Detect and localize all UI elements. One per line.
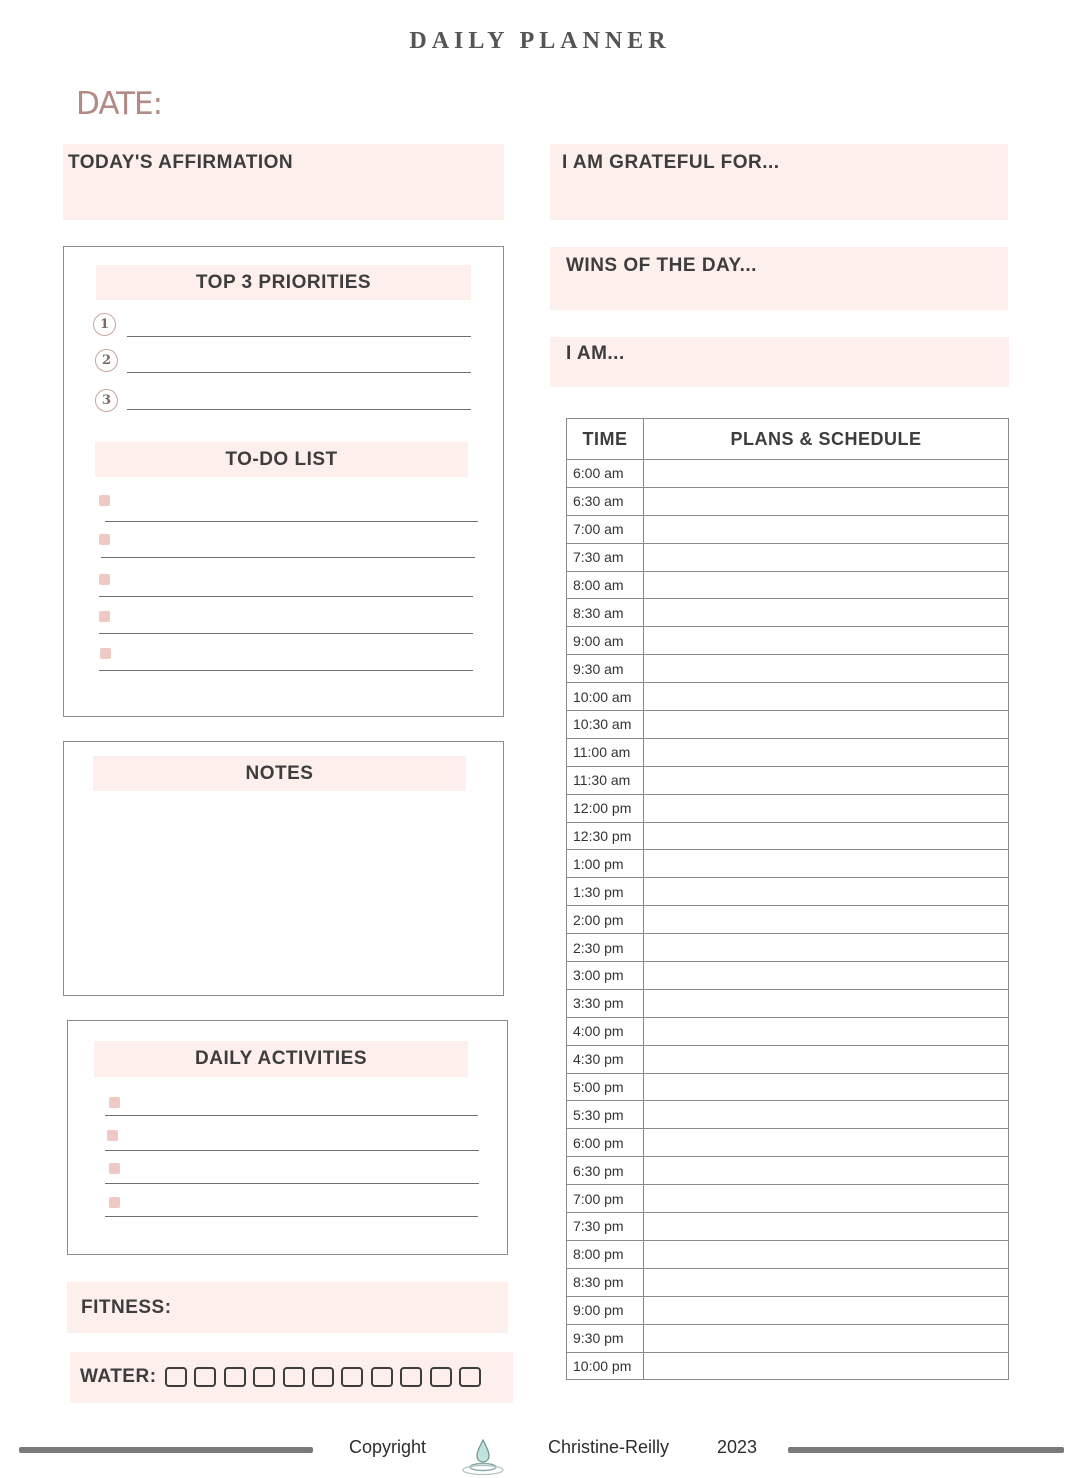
schedule-time: 2:30 pm	[567, 934, 644, 962]
activity-checkbox[interactable]	[109, 1097, 120, 1108]
schedule-plan-cell[interactable]	[644, 460, 1009, 488]
schedule-time: 7:30 pm	[567, 1213, 644, 1241]
schedule-row	[567, 794, 1009, 822]
schedule-plan-cell[interactable]	[644, 711, 1009, 739]
schedule-row	[567, 1324, 1009, 1352]
schedule-time: 5:00 pm	[567, 1073, 644, 1101]
schedule-row	[567, 906, 1009, 934]
todo-checkbox[interactable]	[100, 648, 111, 659]
schedule-time: 10:00 pm	[567, 1352, 644, 1380]
schedule-time: 9:30 am	[567, 655, 644, 683]
activity-checkbox[interactable]	[107, 1130, 118, 1141]
affirmation-field[interactable]	[63, 144, 504, 220]
schedule-time: 4:00 pm	[567, 1017, 644, 1045]
schedule-time: 8:30 pm	[567, 1268, 644, 1296]
water-glass-checkbox[interactable]	[224, 1367, 246, 1387]
todo-checkbox[interactable]	[99, 611, 110, 622]
schedule-row	[567, 543, 1009, 571]
todo-checkbox[interactable]	[99, 495, 110, 506]
schedule-plan-cell[interactable]	[644, 738, 1009, 766]
schedule-plan-cell[interactable]	[644, 822, 1009, 850]
schedule-time: 2:00 pm	[567, 906, 644, 934]
schedule-time: 11:00 am	[567, 738, 644, 766]
schedule-plan-cell[interactable]	[644, 1296, 1009, 1324]
schedule-time: 11:30 am	[567, 766, 644, 794]
schedule-time: 1:30 pm	[567, 878, 644, 906]
schedule-time: 8:30 am	[567, 599, 644, 627]
schedule-row	[567, 487, 1009, 515]
schedule-row	[567, 571, 1009, 599]
activity-line[interactable]	[105, 1216, 478, 1217]
activity-line[interactable]	[105, 1183, 479, 1184]
schedule-time: 7:00 am	[567, 515, 644, 543]
schedule-plan-cell[interactable]	[644, 934, 1009, 962]
wins-field[interactable]	[550, 247, 1008, 310]
water-tracker	[70, 1352, 513, 1403]
schedule-plan-cell[interactable]	[644, 1129, 1009, 1157]
schedule-plan-cell[interactable]	[644, 794, 1009, 822]
schedule-time: 9:30 pm	[567, 1324, 644, 1352]
schedule-time: 1:00 pm	[567, 850, 644, 878]
priority-line-3[interactable]	[127, 409, 471, 410]
schedule-plan-cell[interactable]	[644, 1240, 1009, 1268]
schedule-plan-cell[interactable]	[644, 766, 1009, 794]
schedule-plan-cell[interactable]	[644, 1324, 1009, 1352]
schedule-row	[567, 655, 1009, 683]
water-glass-checkbox[interactable]	[253, 1367, 275, 1387]
schedule-row	[567, 1352, 1009, 1380]
schedule-row	[567, 1101, 1009, 1129]
schedule-plan-cell[interactable]	[644, 1157, 1009, 1185]
water-glass-checkbox[interactable]	[312, 1367, 334, 1387]
schedule-row	[567, 1296, 1009, 1324]
schedule-row	[567, 1045, 1009, 1073]
schedule-row	[567, 1185, 1009, 1213]
schedule-plan-cell[interactable]	[644, 878, 1009, 906]
schedule-row	[567, 1073, 1009, 1101]
schedule-row	[567, 1240, 1009, 1268]
schedule-time: 7:30 am	[567, 543, 644, 571]
todo-line[interactable]	[99, 596, 473, 597]
schedule-time: 5:30 pm	[567, 1101, 644, 1129]
water-glass-checkbox[interactable]	[283, 1367, 305, 1387]
schedule-plan-cell[interactable]	[644, 655, 1009, 683]
schedule-plan-cell[interactable]	[644, 599, 1009, 627]
schedule-time: 6:30 pm	[567, 1157, 644, 1185]
footer-divider-left	[19, 1447, 313, 1453]
schedule-row	[567, 1213, 1009, 1241]
schedule-plan-cell[interactable]	[644, 515, 1009, 543]
schedule-row	[567, 460, 1009, 488]
water-glass-checkbox[interactable]	[341, 1367, 363, 1387]
schedule-plan-cell[interactable]	[644, 906, 1009, 934]
schedule-time: 6:30 am	[567, 487, 644, 515]
grateful-label: I AM GRATEFUL FOR...	[562, 152, 780, 173]
schedule-plan-cell[interactable]	[644, 1101, 1009, 1129]
schedule-time: 9:00 am	[567, 627, 644, 655]
water-glass-row	[165, 1367, 488, 1387]
schedule-plan-cell[interactable]	[644, 1185, 1009, 1213]
todo-checkbox[interactable]	[99, 574, 110, 585]
water-glass-checkbox[interactable]	[459, 1367, 481, 1387]
schedule-row	[567, 738, 1009, 766]
schedule-row	[567, 878, 1009, 906]
schedule-row	[567, 1129, 1009, 1157]
schedule-row	[567, 683, 1009, 711]
schedule-row	[567, 850, 1009, 878]
schedule-plan-cell[interactable]	[644, 571, 1009, 599]
footer-author: Christine-Reilly	[548, 1437, 670, 1457]
time-column-header: TIME	[567, 419, 644, 460]
schedule-row	[567, 711, 1009, 739]
schedule-row	[567, 1017, 1009, 1045]
page-title: DAILY PLANNER	[409, 28, 671, 54]
plans-column-header: PLANS & SCHEDULE	[644, 419, 1009, 460]
water-label: WATER:	[80, 1366, 157, 1387]
schedule-plan-cell[interactable]	[644, 487, 1009, 515]
schedule-plan-cell[interactable]	[644, 683, 1009, 711]
schedule-time: 8:00 pm	[567, 1240, 644, 1268]
water-glass-checkbox[interactable]	[371, 1367, 393, 1387]
i-am-field[interactable]	[550, 337, 1009, 387]
activities-heading: DAILY ACTIVITIES	[94, 1041, 468, 1077]
schedule-row	[567, 1157, 1009, 1185]
priority-number-2: 2	[95, 349, 118, 372]
schedule-plan-cell[interactable]	[644, 627, 1009, 655]
date-label: DATE:	[76, 86, 163, 122]
water-glass-checkbox[interactable]	[430, 1367, 452, 1387]
schedule-plan-cell[interactable]	[644, 1017, 1009, 1045]
schedule-time: 10:00 am	[567, 683, 644, 711]
schedule-time: 8:00 am	[567, 571, 644, 599]
todo-checkbox[interactable]	[99, 534, 110, 545]
schedule-time: 7:00 pm	[567, 1185, 644, 1213]
schedule-plan-cell[interactable]	[644, 543, 1009, 571]
schedule-plan-cell[interactable]	[644, 1213, 1009, 1241]
schedule-row	[567, 766, 1009, 794]
priority-line-1[interactable]	[127, 336, 471, 337]
priority-line-2[interactable]	[127, 372, 471, 373]
priorities-todo-box	[63, 246, 504, 717]
notes-heading: NOTES	[93, 756, 466, 791]
water-glass-checkbox[interactable]	[400, 1367, 422, 1387]
schedule-row	[567, 515, 1009, 543]
grateful-field[interactable]	[550, 144, 1008, 220]
schedule-table	[566, 418, 1009, 1380]
todo-line[interactable]	[99, 670, 473, 671]
schedule-plan-cell[interactable]	[644, 989, 1009, 1017]
schedule-row	[567, 627, 1009, 655]
water-glass-checkbox[interactable]	[165, 1367, 187, 1387]
footer-year: 2023	[717, 1437, 758, 1457]
i-am-label: I AM...	[566, 343, 625, 364]
schedule-row	[567, 934, 1009, 962]
water-glass-checkbox[interactable]	[194, 1367, 216, 1387]
todo-line[interactable]	[105, 521, 478, 522]
schedule-row	[567, 1268, 1009, 1296]
schedule-row	[567, 599, 1009, 627]
activity-checkbox[interactable]	[109, 1197, 120, 1208]
schedule-time: 10:30 am	[567, 711, 644, 739]
schedule-time: 3:00 pm	[567, 962, 644, 990]
schedule-time: 12:30 pm	[567, 822, 644, 850]
schedule-plan-cell[interactable]	[644, 1352, 1009, 1380]
fitness-field[interactable]	[67, 1282, 508, 1333]
activity-line[interactable]	[105, 1115, 478, 1116]
schedule-time: 6:00 pm	[567, 1129, 644, 1157]
activity-checkbox[interactable]	[109, 1163, 120, 1174]
todo-heading: TO-DO LIST	[95, 442, 468, 477]
schedule-time: 9:00 pm	[567, 1296, 644, 1324]
schedule-row	[567, 962, 1009, 990]
todo-line[interactable]	[99, 633, 473, 634]
wins-label: WINS OF THE DAY...	[566, 255, 757, 276]
schedule-row	[567, 822, 1009, 850]
affirmation-label: TODAY'S AFFIRMATION	[68, 152, 294, 173]
schedule-time: 12:00 pm	[567, 794, 644, 822]
footer-divider-right	[788, 1447, 1064, 1453]
schedule-row	[567, 989, 1009, 1017]
activity-line[interactable]	[105, 1150, 479, 1151]
footer-copyright: Copyright	[349, 1437, 427, 1457]
water-drop-icon	[459, 1436, 507, 1476]
schedule-plan-cell[interactable]	[644, 1073, 1009, 1101]
priority-number-1: 1	[93, 313, 116, 336]
schedule-plan-cell[interactable]	[644, 1268, 1009, 1296]
fitness-label: FITNESS:	[81, 1297, 172, 1318]
schedule-time: 4:30 pm	[567, 1045, 644, 1073]
priority-number-3: 3	[95, 389, 118, 412]
schedule-time: 6:00 am	[567, 460, 644, 488]
priorities-heading: TOP 3 PRIORITIES	[96, 265, 471, 300]
schedule-plan-cell[interactable]	[644, 850, 1009, 878]
schedule-plan-cell[interactable]	[644, 962, 1009, 990]
todo-line[interactable]	[101, 557, 475, 558]
schedule-plan-cell[interactable]	[644, 1045, 1009, 1073]
schedule-time: 3:30 pm	[567, 989, 644, 1017]
